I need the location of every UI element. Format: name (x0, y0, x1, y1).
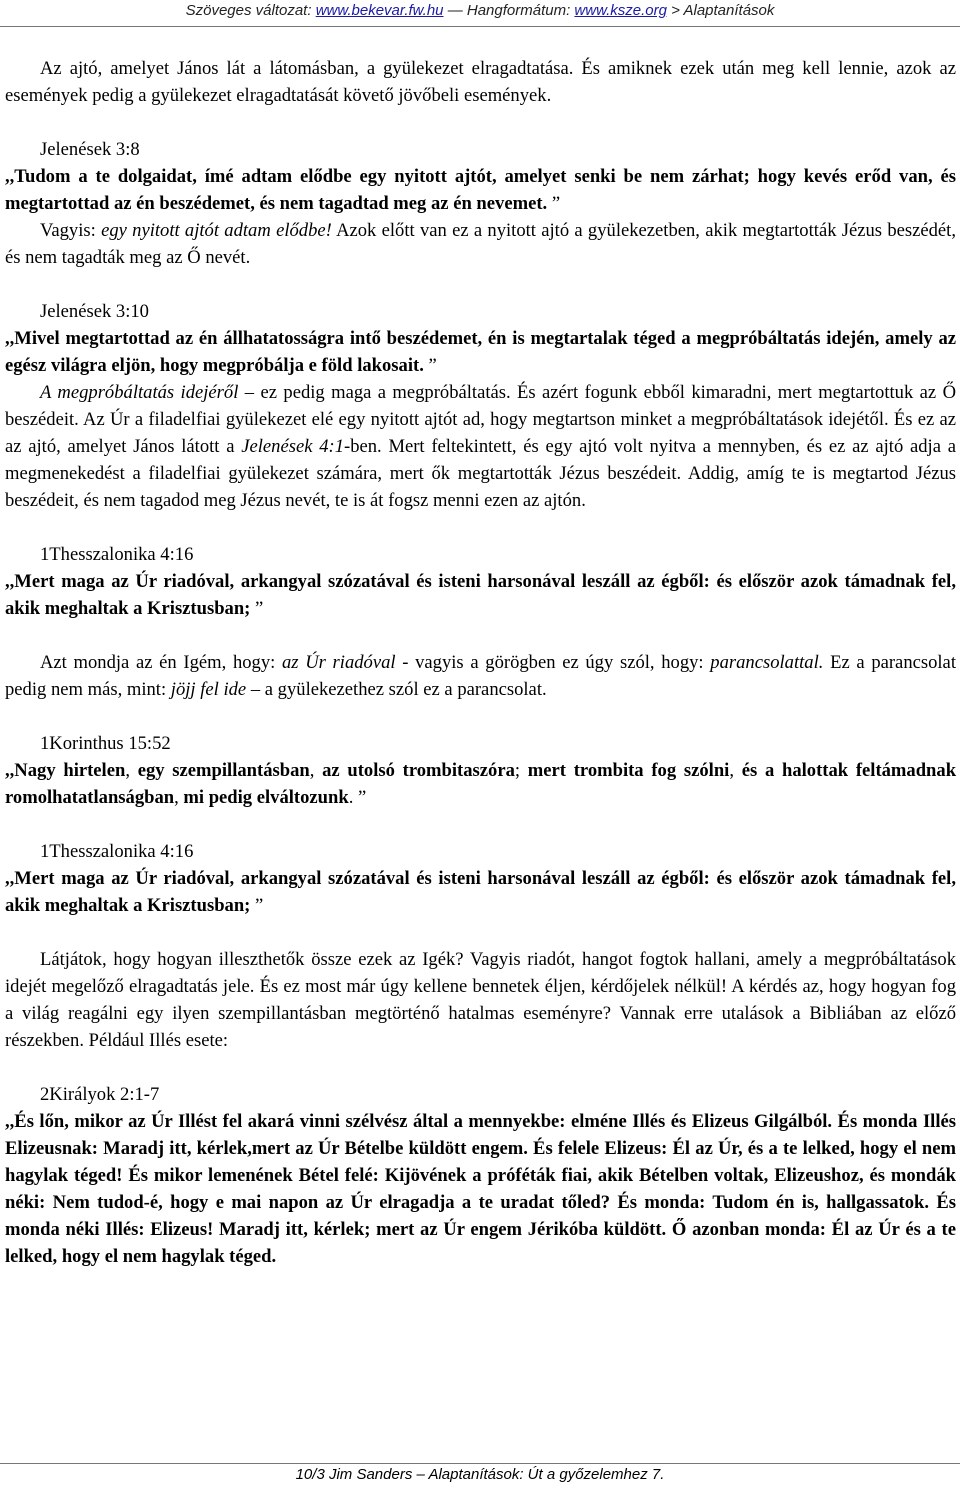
scripture-reference: 1Thesszalonika 4:16 (40, 544, 194, 565)
spacer (5, 109, 956, 136)
bold-run: mert trombita fog szólni (527, 760, 730, 781)
italic-run: az Úr riadóval (281, 652, 396, 673)
text-run: ; (514, 760, 528, 781)
text-run: -ben. Mert feltekintett, és egy ajtó volt nyitva a mennyben, és ez az ajtó adja a megmenekedést a filadelfiai gyülekezet számára, mert ők megtartották Jézus beszédeit. Addig, amíg te is megtartod Jézus beszédeit, és nem tagadod meg Jézus nevét, te is át fogsz menni ezen az ajtón. (5, 436, 956, 511)
scripture-quote (5, 568, 956, 622)
text-run: – ez pedig maga a megpróbáltatás. És azért fogunk ebből kimaradni, mert megtartottuk az Ő beszédeit. Az Úr a filadelfiai gyülekezet elé egy nyitott ajtót ad, hogy megtartson minket a megpróbáltatások idejétől. És ez az az ajtó, amelyet János látott a (5, 382, 956, 457)
quote-text: ,,Mivel megtartottad az én állhatatosságra intő beszédemet, én is megtartalak téged a megpróbáltatás idején, amely az egész világra eljön, hogy megpróbálja e föld lakosait. (5, 328, 956, 376)
bold-run: az utolsó trombitaszóra (322, 760, 515, 781)
italic-run: A megpróbáltatás idejéről (40, 382, 239, 403)
text-run: , (729, 760, 742, 781)
paragraph-intro: Az ajtó, amelyet János lát a látomásban, a gyülekezet elragadtatása. És amiknek ezek után meg kell lennie, azok az események pedig a gyülekezet elragadtatását követő jövőbeli események. (5, 58, 956, 106)
paragraph: Látjátok, hogy hogyan illeszthetők össze ezek az Igék? Vagyis riadót, hangot fogtok hallani, amely a megpróbáltatások idejét megelőző elragadtatás jele. És ez most már úgy kellene bennetek éljen, kérdőjelek nélkül! A kérdés az, hogy hogyan fog a világ reagálni egy ilyen szempillantásban megtörténő hatalmas eseményre? Vannak erre utalások a Bibliában az előző részekben. Például Illés esete: (5, 949, 956, 1051)
scripture-quote: ,,És lőn, mikor az Úr Illést fel akará vinni szélvész által a mennyekbe: elméne Illés és Elizeus Gilgálból. És monda Illés Elizeusnak: Maradj itt, kérlek,mert az Úr Bételbe küldött engem. És felele Elizeus: Él az Úr, és a te lelked, hogy el nem hagylak téged! És mikor lemenének Bétel felé: Kijövének a próféták fiai, akik Bételben voltak, Elizeushoz, és mondák néki: Nem tudod-é, hogy e mai napon az Úr elragadja a te uradat tőled? És monda: Tudom én is, hallgassatok. És monda néki Illés: Elizeus! Maradj itt, kérlek; mert az Úr engem Jérikóba küldött. Ő azonban monda: Él az Úr és a te lelked, hogy el nem hagylak téged. (5, 1111, 956, 1267)
scripture-quote (5, 757, 956, 811)
spacer (5, 703, 956, 730)
text-run: - vagyis a görögben ez úgy szól, hogy: (395, 652, 711, 673)
link-ksze[interactable]: www.ksze.org (574, 2, 667, 19)
spacer (5, 811, 956, 838)
quote-text: ,,Mert maga az Úr riadóval, arkangyal szózatával és isteni harsonával leszáll az égből: és először azok támadnak fel, akik meghaltak a Krisztusban; (5, 571, 956, 619)
scripture-reference: 2Királyok 2:1-7 (40, 1084, 160, 1105)
scripture-reference: Jelenések 3:8 (40, 139, 140, 160)
paragraph (5, 379, 956, 514)
paragraph (5, 649, 956, 703)
bold-run: és a halottak feltámadnak romolhatatlanságban (5, 760, 957, 808)
text-run: Vagyis: (40, 220, 102, 241)
quote-text: ,,Tudom a te dolgaidat, ímé adtam elődbe egy nyitott ajtót, amelyet senki be nem zárhat; hogy kevés erőd van, és megtartottad az én beszédemet, és nem tagadtad meg az én nevemet. (5, 166, 956, 214)
text-run: Azt mondja az én Igém, hogy: (40, 652, 282, 673)
text-run: Azok előtt van ez a nyitott ajtó a gyülekezetben, akik megtartották Jézus beszédét, és nem tagadták meg az Ő nevét. (5, 220, 956, 268)
text-run: Ez a parancsolat pedig nem más, mint: (5, 652, 956, 700)
scripture-quote (5, 865, 956, 919)
scripture-quote (5, 163, 956, 217)
quote-close: ” (250, 895, 264, 916)
page-header (0, 0, 960, 28)
italic-run: jöjj fel ide (170, 679, 247, 700)
header-suffix: > Alaptanítások (666, 2, 775, 19)
footer-divider (0, 1463, 960, 1464)
header-middle: — Hangformátum: (443, 2, 575, 19)
text-run: , (309, 760, 323, 781)
spacer (5, 622, 956, 649)
quote-close: ” (547, 193, 561, 214)
quote-close: ” (423, 355, 437, 376)
text-run: , (125, 760, 138, 781)
scripture-reference: 1Thesszalonika 4:16 (40, 841, 194, 862)
quote-text: ,,Mert maga az Úr riadóval, arkangyal szózatával és isteni harsonával leszáll az égből: és először azok támadnak fel, akik meghaltak a Krisztusban; (5, 868, 956, 916)
scripture-reference: 1Korinthus 15:52 (40, 733, 171, 754)
spacer (5, 1054, 956, 1081)
link-bekevar[interactable]: www.bekevar.fw.hu (315, 2, 444, 19)
text-run: – a gyülekezethez szól ez a parancsolat. (246, 679, 547, 700)
italic-run: egy nyitott ajtót adtam elődbe! (101, 220, 332, 241)
text-run: . ” (348, 787, 367, 808)
header-divider (0, 26, 960, 27)
bold-run: ,,Nagy hirtelen (5, 760, 126, 781)
scripture-reference: Jelenések 3:10 (40, 301, 149, 322)
header-prefix: Szöveges változat: (185, 2, 316, 19)
spacer (5, 271, 956, 298)
paragraph (5, 217, 956, 271)
italic-run: Jelenések 4:1 (241, 436, 344, 457)
spacer (5, 919, 956, 946)
text-run: , (174, 787, 184, 808)
page-footer: 10/3 Jim Sanders – Alaptanítások: Út a győzelemhez 7. (295, 1466, 665, 1483)
italic-run: parancsolattal. (710, 652, 824, 673)
spacer (5, 514, 956, 541)
quote-close: ” (250, 598, 264, 619)
bold-run: mi pedig elváltozunk (183, 787, 349, 808)
document-body (5, 55, 956, 1270)
bold-run: egy szempillantásban (137, 760, 310, 781)
scripture-quote (5, 325, 956, 379)
